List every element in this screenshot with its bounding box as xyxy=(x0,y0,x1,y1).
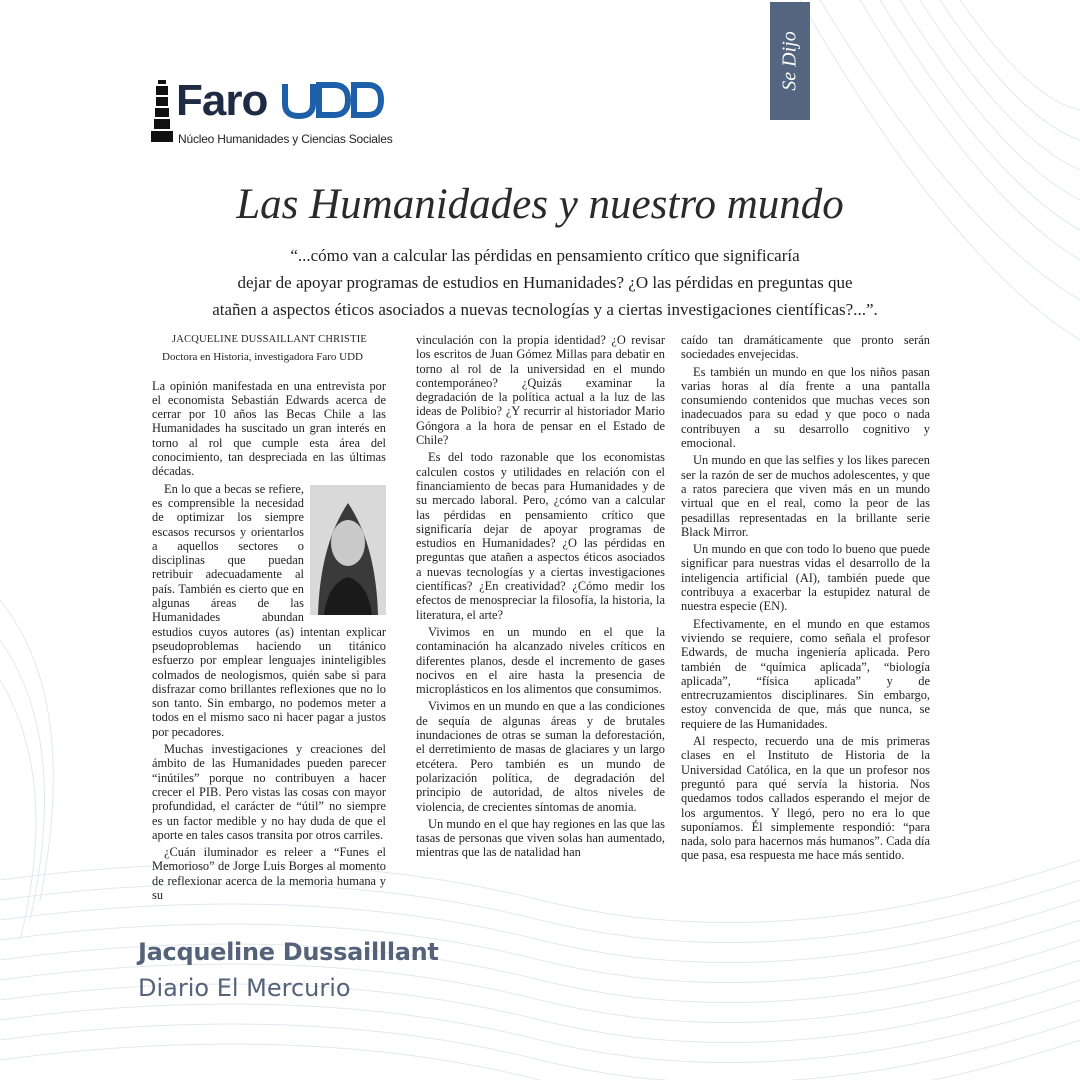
paragraph: Es del todo razonable que los economistas calculen costos y utilidades en relación con el financiamiento de becas para Humanidades y de su mercado laboral. Pero, ¿cómo van a calcular las pérdidas en pensamiento crítico que significaría dejar de apoyar programas de estudios en Humanidades? ¿O las pérdidas en preguntas que atañen a aspectos éticos asociados a nuevas tecnologías y a ciertas investigaciones científicas? ¿En creatividad? ¿Cómo medir los efectos de menospreciar la filosofía, la historia, la literatura, el arte? xyxy=(416,450,665,622)
paragraph: Vivimos en un mundo en el que la contaminación ha alcanzado niveles críticos en diferentes planos, desde el incremento de gases nocivos en el aire hasta la presencia de microplásticos en los alimentos que consumimos. xyxy=(416,624,665,697)
paragraph: Un mundo en que con todo lo bueno que puede significar para nuestras vidas el desarrollo de la inteligencia artificial (AI), también puede que contribuya a exacerbar la estupidez natural de nuestra especie (EN). xyxy=(681,542,930,614)
pull-quote-line: “...cómo van a calcular las pérdidas en pensamiento crítico que significaría xyxy=(290,246,800,265)
paragraph: Un mundo en el que hay regiones en las que las tasas de personas que viven solas han aumentado, mientras que las de natalidad han xyxy=(416,816,665,860)
udd-logo xyxy=(282,82,384,120)
paragraph: En lo que a becas se refiere, es comprensible la necesidad de optimizar los siempre escasos recursos y orientarlos a aquellos sectores o disciplinas que puedan retribuir adecuadamente al país. También es cierto que en algunas áreas de las Humanidades abundan estudios cuyos autores (as) intentan explicar pseudoproblemas haciendo un titánico esfuerzo por emplear lenguajes ininteligibles colmados de neologismos, quién sabe si para disfrazar como brillantes reflexiones que no lo son tanto. Sin embargo, no podemos meter a todos en el mismo saco ni hacer pagar a justos por pecadores. xyxy=(152,481,386,739)
paragraph: Efectivamente, en el mundo en que estamos viviendo se requiere, como señala el profesor Edwards, de mucha ingeniería aplicada. Pero también de “química aplicada”, “biología aplicada”, “física aplicada” y de entrecruzamientos disciplinares. Sin embargo, estoy convencida de que, más que nunca, se requiere de las Humanidades. xyxy=(681,616,930,731)
footer-source: Diario El Mercurio xyxy=(138,974,351,1002)
article-column-1 xyxy=(152,333,386,905)
paragraph: Un mundo en que las selfies y los likes parecen ser la razón de ser de muchos adolescentes, y que a ratos pareciera que viven más en un mundo virtual que en el real, como la peor de las pesadillas representadas en la brillante serie Black Mirror. xyxy=(681,453,930,539)
pull-quote xyxy=(150,242,940,323)
article-column-2 xyxy=(416,333,665,863)
logo-subtitle: Núcleo Humanidades y Ciencias Sociales xyxy=(178,132,393,146)
footer-author-name: Jacqueline Dussailllant xyxy=(138,938,439,966)
byline-author: JACQUELINE DUSSAILLANT CHRISTIE xyxy=(172,334,367,345)
paragraph: Al respecto, recuerdo una de mis primeras clases en el Instituto de Historia de la Universidad Católica, en la que un profesor nos preguntó para qué servía la historia. Nos quedamos todos callados esperando el mejor de los argumentos. Y llegó, pero no era lo que suponíamos. Él simplemente respondió: “para nada, solo para hacernos más humanos”. Cada día que pasa, esa respuesta me hace más sentido. xyxy=(681,734,930,863)
article-headline: Las Humanidades y nuestro mundo xyxy=(236,181,844,228)
byline-role: Doctora en Historia, investigadora Faro UDD xyxy=(162,351,364,364)
lighthouse-icon xyxy=(148,78,176,144)
author-photo xyxy=(310,485,386,615)
logo-brand: Faro xyxy=(176,76,268,125)
paragraph: La opinión manifestada en una entrevista por el economista Sebastián Edwards acerca de cerrar por 10 años las Becas Chile a las Humanidades ha suscitado un gran interés en torno al rol que cumple esta área del conocimiento, tan despreciada en las últimas décadas. xyxy=(152,378,386,479)
pull-quote-line: atañen a aspectos éticos asociados a nuevas tecnologías y a ciertas investigaciones científicas?...”. xyxy=(212,300,878,319)
paragraph: caído tan dramáticamente que pronto serán sociedades envejecidas. xyxy=(681,333,930,362)
paragraph: Muchas investigaciones y creaciones del ámbito de las Humanidades pueden parecer “inútiles” porque no contribuyen a hacer crecer el PIB. Pero vistas las cosas con mayor profundidad, el carácter de “útil” no siempre es un factor medible y no hay duda de que el aporte en tales casos transita por otros carriles. xyxy=(152,742,386,842)
section-tab-label: Se Dijo xyxy=(778,31,801,91)
paragraph: Vivimos en un mundo en que a las condiciones de sequía de algunas áreas y de brutales inundaciones de otras se suman la deforestación, el derretimiento de masas de glaciares y un largo etcétera. Pero también es un mundo de polarización política, de degradación del principio de autoridad, de altos niveles de violencia, de crecientes síntomas de anomia. xyxy=(416,699,665,814)
paragraph: ¿Cuán iluminador es releer a “Funes el Memorioso” de Jorge Luis Borges al momento de reflexionar acerca de la memoria humana y su xyxy=(152,845,386,902)
paragraph: Es también un mundo en que los niños pasan varias horas al día frente a una pantalla consumiendo contenidos que muchas veces son inadecuados para su edad y que poco o nada contribuyen a su desarrollo cognitivo y emocional. xyxy=(681,364,930,451)
article-column-3 xyxy=(681,333,930,866)
pull-quote-line: dejar de apoyar programas de estudios en Humanidades? ¿O las pérdidas en preguntas que xyxy=(237,273,853,292)
section-tab xyxy=(770,2,810,120)
paragraph: vinculación con la propia identidad? ¿O revisar los escritos de Juan Gómez Millas para debatir en torno al rol de la universidad en el mundo contemporáneo? ¿Quizás examinar la degradación de la política actual a la luz de las ideas de Polibio? ¿Y recurrir al historiador Mario Góngora a la hora de pensar en el Estado de Chile? xyxy=(416,333,665,448)
article-body xyxy=(0,333,1080,902)
